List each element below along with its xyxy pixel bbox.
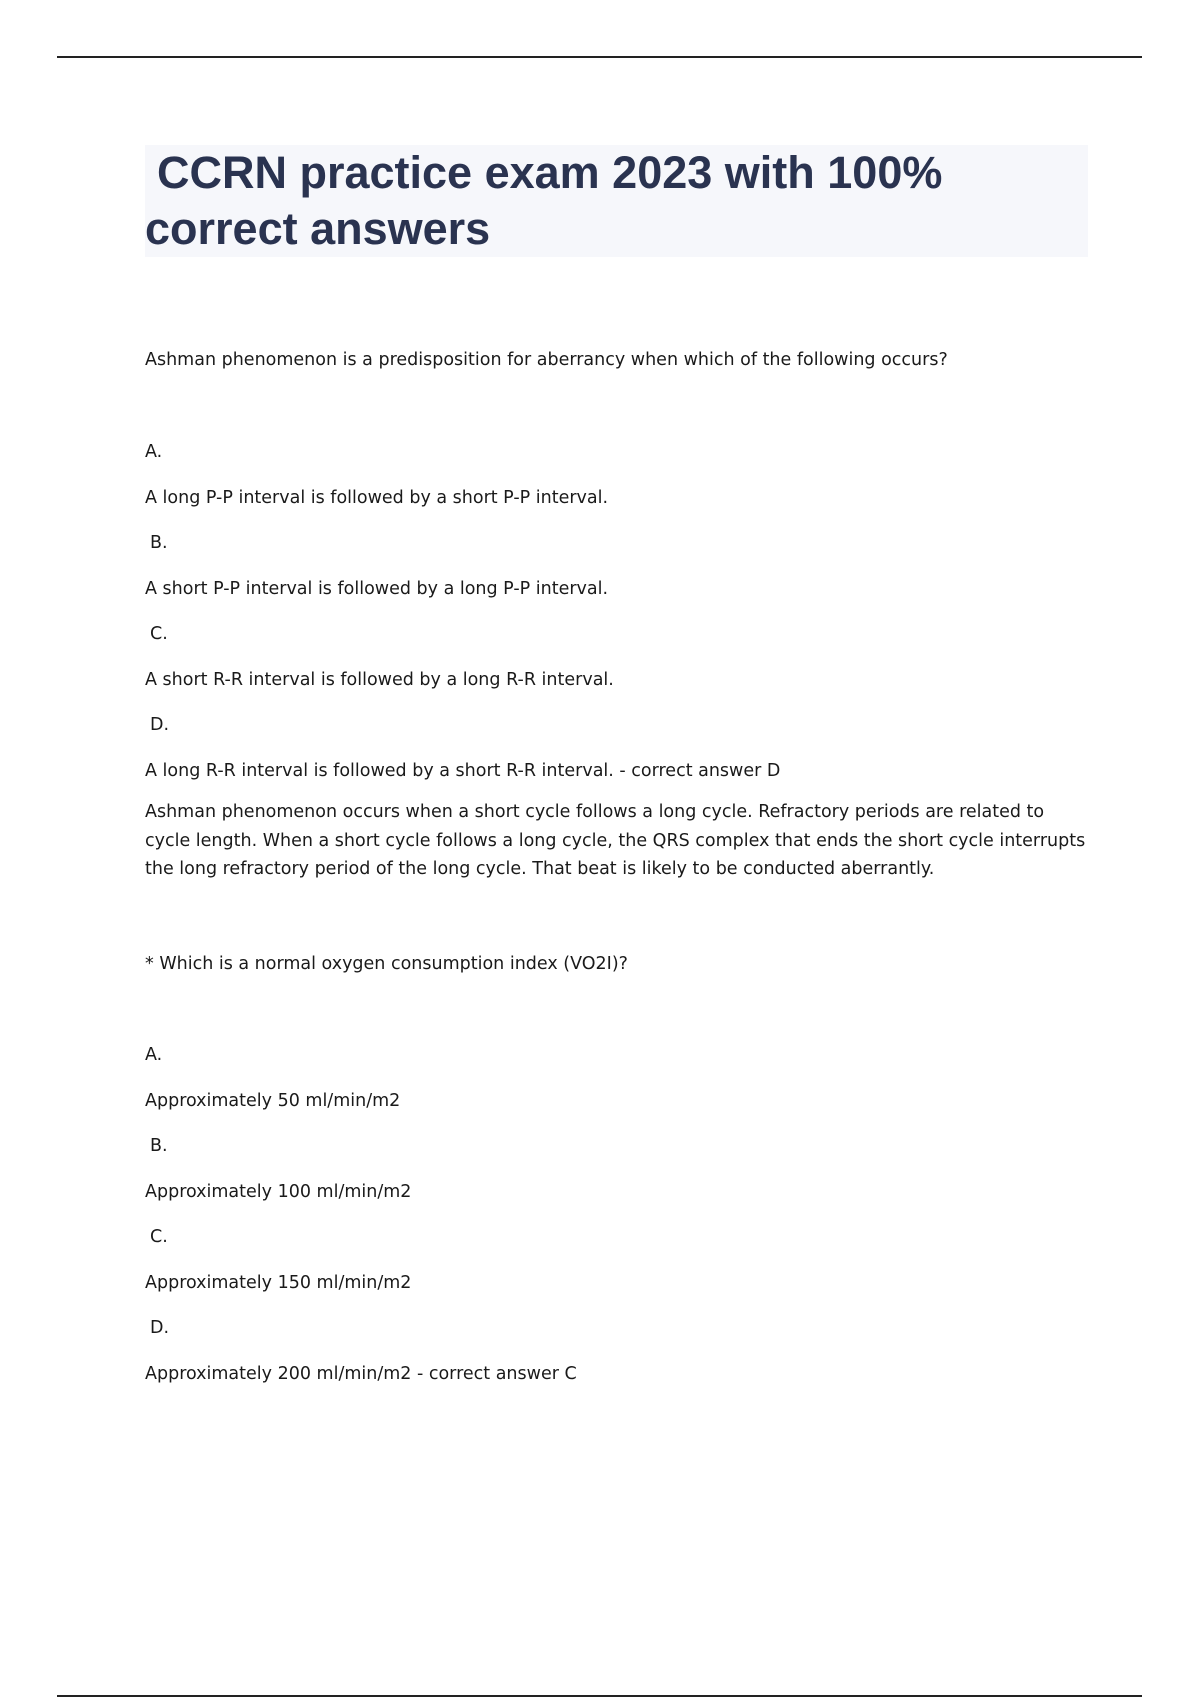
q2-option-c-letter: C.: [150, 1227, 168, 1247]
q2-option-a-text: Approximately 50 ml/min/m2: [145, 1091, 401, 1111]
question-1-text: Ashman phenomenon is a predisposition for aberrancy when which of the following occurs?: [145, 350, 948, 370]
document-title-line-2: correct answers: [145, 203, 491, 254]
q1-option-a-letter: A.: [145, 442, 163, 462]
document-title-line-1: CCRN practice exam 2023 with 100%: [157, 147, 943, 198]
q2-option-b-text: Approximately 100 ml/min/m2: [145, 1182, 412, 1202]
q1-option-d-letter: D.: [150, 715, 170, 735]
title-block: [145, 145, 1088, 257]
q1-option-a-text: A long P-P interval is followed by a short P-P interval.: [145, 488, 609, 508]
bottom-rule: [57, 1695, 1142, 1697]
q1-option-b-letter: B.: [150, 533, 168, 553]
q1-option-c-letter: C.: [150, 624, 168, 644]
q1-option-b-text: A short P-P interval is followed by a long P-P interval.: [145, 579, 609, 599]
document-title: [145, 145, 942, 257]
question-2-text: * Which is a normal oxygen consumption index (VO2I)?: [145, 954, 628, 974]
top-rule: [57, 56, 1142, 58]
q2-option-b-letter: B.: [150, 1136, 168, 1156]
q2-option-a-letter: A.: [145, 1045, 163, 1065]
q1-option-c-text: A short R-R interval is followed by a long R-R interval.: [145, 670, 614, 690]
q2-option-d-letter: D.: [150, 1318, 170, 1338]
q1-option-d-text: A long R-R interval is followed by a short R-R interval. - correct answer D: [145, 761, 781, 781]
q1-explanation: Ashman phenomenon occurs when a short cycle follows a long cycle. Refractory periods are related to cycle length. When a short cycle follows a long cycle, the QRS complex that ends the short cycle interrupts the long refractory period of the long cycle. That beat is likely to be conducted aberrantly.: [145, 802, 1086, 879]
q2-option-d-text: Approximately 200 ml/min/m2 - correct answer C: [145, 1364, 577, 1384]
q2-option-c-text: Approximately 150 ml/min/m2: [145, 1273, 412, 1293]
